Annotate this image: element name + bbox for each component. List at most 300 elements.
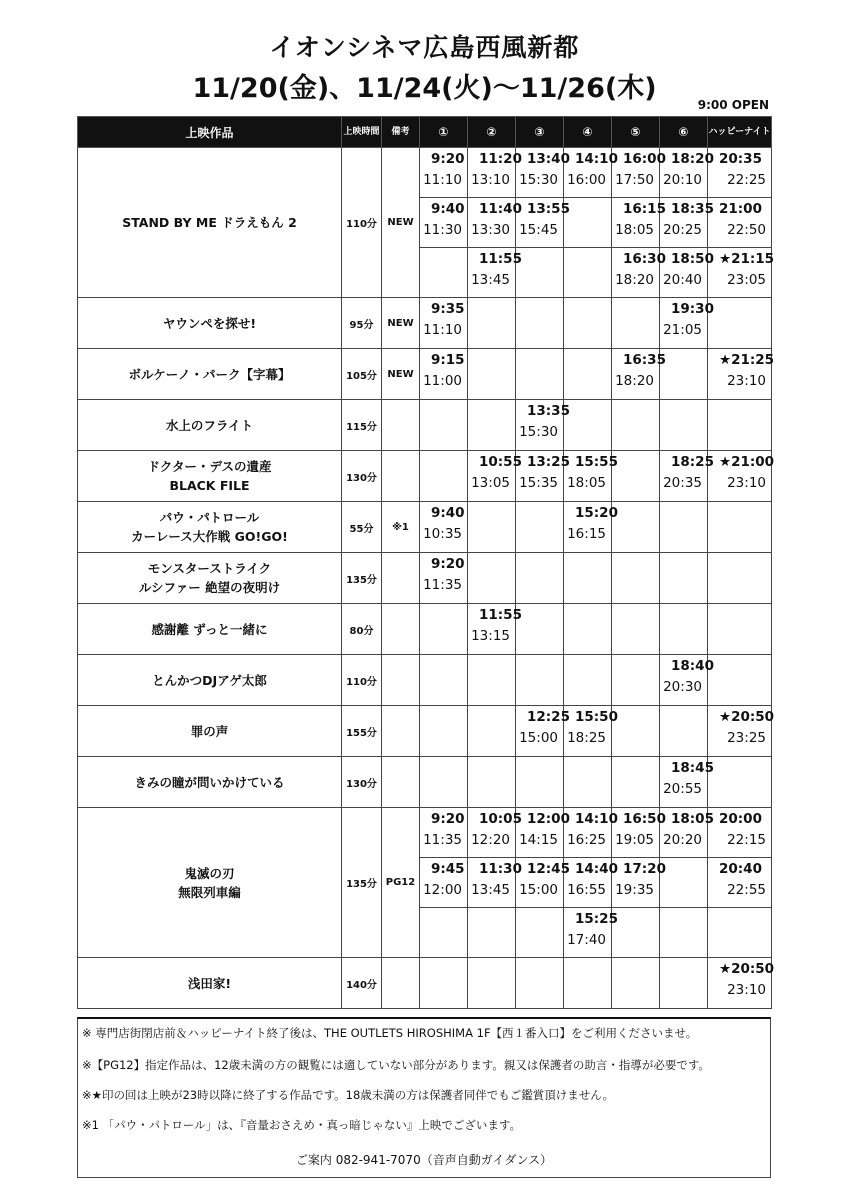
start-time: 17:20 xyxy=(623,861,666,877)
showtime-cell xyxy=(420,604,468,655)
showtime-cell xyxy=(564,400,612,451)
film-title xyxy=(78,808,342,958)
film-length: 135分 xyxy=(342,553,382,604)
showtime-cell xyxy=(516,655,564,706)
film-title xyxy=(78,400,342,451)
note-star: ※★印の回は上映が23時以降に終了する作品です。18歳未満の方は保護者同伴でもご鑑賞頂けません。 xyxy=(82,1088,614,1102)
showtime-cell[interactable] xyxy=(564,451,618,502)
showtime-cell xyxy=(420,958,468,1009)
end-time: 13:45 xyxy=(471,882,510,898)
film-note xyxy=(382,553,420,604)
showtime-cell xyxy=(468,908,516,958)
end-time: 11:35 xyxy=(423,577,462,593)
film-title-line: きみの瞳が問いかけている xyxy=(134,774,285,790)
end-time: 19:05 xyxy=(615,832,654,848)
showtime-cell xyxy=(516,248,564,298)
start-time: 18:45 xyxy=(671,760,714,776)
showtime-cell xyxy=(612,604,660,655)
showtime-cell xyxy=(564,198,612,248)
showtime-cell[interactable] xyxy=(420,349,468,400)
schedule-row xyxy=(78,604,772,655)
film-length: 80分 xyxy=(342,604,382,655)
film-note xyxy=(382,958,420,1009)
start-time: 18:50 xyxy=(671,251,714,267)
showtime-cell[interactable] xyxy=(468,808,522,858)
col-slot-1: ① xyxy=(420,117,468,148)
film-length: 110分 xyxy=(342,148,382,298)
end-time: 15:30 xyxy=(519,424,558,440)
film-length: 140分 xyxy=(342,958,382,1009)
film-title-line: 水上のフライト xyxy=(165,417,254,433)
showtime-cell[interactable] xyxy=(612,248,666,298)
start-time: ★20:50 xyxy=(719,709,775,725)
start-time: 10:55 xyxy=(479,454,522,470)
film-note xyxy=(382,706,420,757)
header-row xyxy=(78,117,772,148)
start-time: 16:50 xyxy=(623,811,666,827)
end-time: 23:25 xyxy=(727,730,766,746)
end-time: 13:15 xyxy=(471,628,510,644)
showtime-cell[interactable] xyxy=(612,349,666,400)
showtime-cell xyxy=(612,502,660,553)
start-time: 11:40 xyxy=(479,201,522,217)
start-time: 13:55 xyxy=(527,201,570,217)
film-title xyxy=(78,298,342,349)
start-time: 12:25 xyxy=(527,709,570,725)
showtime-cell[interactable] xyxy=(564,858,618,908)
showtime-cell xyxy=(660,706,708,757)
start-time: 9:20 xyxy=(431,556,465,572)
col-slot-3: ③ xyxy=(516,117,564,148)
start-time: 16:35 xyxy=(623,352,666,368)
showtime-cell[interactable] xyxy=(516,148,570,198)
film-note: PG12 xyxy=(382,808,420,958)
end-time: 23:10 xyxy=(727,373,766,389)
start-time: 14:10 xyxy=(575,811,618,827)
start-time: ★21:00 xyxy=(719,454,775,470)
showtime-cell xyxy=(660,908,708,958)
film-title-line: ボルケーノ・パーク【字幕】 xyxy=(128,366,291,382)
end-time: 23:05 xyxy=(727,272,766,288)
showtime-cell[interactable] xyxy=(564,148,618,198)
col-length-label: 上映時間 xyxy=(343,126,380,137)
end-time: 18:25 xyxy=(567,730,606,746)
end-time: 20:20 xyxy=(663,832,702,848)
start-time: 15:20 xyxy=(575,505,618,521)
film-title xyxy=(78,655,342,706)
contact-phone: ご案内 082-941-7070（音声自動ガイダンス） xyxy=(295,1153,553,1167)
film-length: 130分 xyxy=(342,451,382,502)
showtime-cell[interactable] xyxy=(516,451,570,502)
happy-night-showtime[interactable] xyxy=(708,808,772,858)
col-film: 上映作品 xyxy=(78,117,342,148)
showtime-cell[interactable] xyxy=(516,858,570,908)
start-time: 9:20 xyxy=(431,151,465,167)
film-title-line: 感謝離 ずっと一緒に xyxy=(151,621,268,637)
film-title-line: パウ・パトロール xyxy=(159,510,260,525)
end-time: 20:35 xyxy=(663,475,702,491)
start-time: 13:35 xyxy=(527,403,570,419)
end-time: 23:10 xyxy=(727,475,766,491)
start-time: 9:40 xyxy=(431,201,465,217)
film-title-line: ヤウンペを探せ! xyxy=(162,315,257,331)
end-time: 21:05 xyxy=(663,322,702,338)
film-note xyxy=(382,400,420,451)
showtime-cell[interactable] xyxy=(516,198,570,248)
schedule-row xyxy=(78,349,772,400)
happy-night-showtime[interactable] xyxy=(708,451,775,502)
end-time: 12:20 xyxy=(471,832,510,848)
showtime-cell[interactable] xyxy=(660,757,714,808)
showtime-cell[interactable] xyxy=(564,908,618,958)
showtime-cell[interactable] xyxy=(468,148,522,198)
showtime-cell[interactable] xyxy=(660,248,714,298)
showtime-cell xyxy=(468,553,516,604)
showtime-cell xyxy=(516,298,564,349)
film-title xyxy=(78,604,342,655)
start-time: 11:55 xyxy=(479,607,522,623)
showtime-cell xyxy=(468,757,516,808)
showtime-cell xyxy=(612,706,660,757)
schedule-row xyxy=(78,502,772,553)
showtime-cell xyxy=(468,706,516,757)
film-title-line: ルシファー 絶望の夜明け xyxy=(138,580,281,595)
date-range: 11/20(金)、11/24(火)～11/26(木) xyxy=(192,73,657,104)
col-length xyxy=(342,117,382,148)
showtime-cell xyxy=(420,908,468,958)
film-length: 110分 xyxy=(342,655,382,706)
start-time: 9:35 xyxy=(431,301,465,317)
happy-night-showtime xyxy=(708,298,772,349)
film-title-line: ドクター・デスの遺産 xyxy=(147,459,272,474)
film-length: 135分 xyxy=(342,808,382,958)
end-time: 16:25 xyxy=(567,832,606,848)
open-time: 9:00 OPEN xyxy=(697,98,769,112)
end-time: 18:20 xyxy=(615,272,654,288)
start-time: 20:40 xyxy=(719,861,762,877)
start-time: 18:25 xyxy=(671,454,714,470)
end-time: 15:00 xyxy=(519,882,558,898)
film-note xyxy=(382,604,420,655)
film-note xyxy=(382,451,420,502)
showtime-cell xyxy=(564,604,612,655)
film-title-line: カーレース大作戦 GO!GO! xyxy=(131,529,288,544)
film-title xyxy=(78,553,342,604)
start-time: ★21:15 xyxy=(719,251,775,267)
end-time: 20:40 xyxy=(663,272,702,288)
film-note: NEW xyxy=(382,298,420,349)
end-time: 12:00 xyxy=(423,882,462,898)
showtime-cell[interactable] xyxy=(468,451,522,502)
end-time: 16:00 xyxy=(567,172,606,188)
film-length: 55分 xyxy=(342,502,382,553)
showtime-cell[interactable] xyxy=(612,808,666,858)
showtime-cell xyxy=(420,655,468,706)
col-slot-6: ⑥ xyxy=(660,117,708,148)
film-title xyxy=(78,757,342,808)
start-time: 20:35 xyxy=(719,151,762,167)
showtime-cell xyxy=(612,908,660,958)
end-time: 20:10 xyxy=(663,172,702,188)
end-time: 17:40 xyxy=(567,932,606,948)
schedule-row xyxy=(78,298,772,349)
showtime-cell xyxy=(564,553,612,604)
showtime-cell xyxy=(468,655,516,706)
showtime-cell xyxy=(612,400,660,451)
start-time: 18:20 xyxy=(671,151,714,167)
film-title-line: モンスターストライク xyxy=(147,561,272,576)
showtime-cell[interactable] xyxy=(516,808,570,858)
showtime-cell xyxy=(612,451,660,502)
happy-night-showtime xyxy=(708,553,772,604)
showtime-cell xyxy=(420,248,468,298)
end-time: 22:15 xyxy=(727,832,766,848)
start-time: 13:40 xyxy=(527,151,570,167)
film-title xyxy=(78,706,342,757)
film-note: ※1 xyxy=(382,502,420,553)
schedule-row xyxy=(78,655,772,706)
start-time: 9:45 xyxy=(431,861,465,877)
end-time: 11:30 xyxy=(423,222,462,238)
showtime-cell xyxy=(660,349,708,400)
showtime-cell[interactable] xyxy=(660,808,714,858)
happy-night-showtime xyxy=(708,502,772,553)
start-time: 10:05 xyxy=(479,811,522,827)
showtime-cell[interactable] xyxy=(468,248,522,298)
happy-night-showtime[interactable] xyxy=(708,349,775,400)
film-title-line: STAND BY ME ドラえもん 2 xyxy=(122,215,297,230)
end-time: 16:15 xyxy=(567,526,606,542)
end-time: 22:25 xyxy=(727,172,766,188)
schedule-row xyxy=(78,757,772,808)
start-time: 21:00 xyxy=(719,201,762,217)
showtime-cell xyxy=(516,502,564,553)
film-note xyxy=(382,655,420,706)
col-happy-night xyxy=(708,117,772,148)
showtime-cell xyxy=(420,400,468,451)
start-time: 11:20 xyxy=(479,151,522,167)
showtime-cell[interactable] xyxy=(612,858,666,908)
showtime-cell[interactable] xyxy=(468,604,522,655)
end-time: 11:35 xyxy=(423,832,462,848)
film-title-line: 浅田家! xyxy=(187,975,232,991)
start-time: 16:00 xyxy=(623,151,666,167)
col-slot-4: ④ xyxy=(564,117,612,148)
schedule-row xyxy=(78,451,772,502)
showtime-cell xyxy=(564,757,612,808)
showtime-cell xyxy=(468,400,516,451)
film-title-line: 鬼滅の刃 xyxy=(184,865,235,881)
showtime-cell[interactable] xyxy=(420,502,468,553)
film-title xyxy=(78,502,342,553)
film-title-line: 罪の声 xyxy=(190,723,229,739)
showtime-cell xyxy=(612,298,660,349)
happy-night-showtime xyxy=(708,908,772,958)
start-time: 13:25 xyxy=(527,454,570,470)
end-time: 14:15 xyxy=(519,832,558,848)
start-time: 18:35 xyxy=(671,201,714,217)
happy-night-showtime xyxy=(708,757,772,808)
note-paw-patrol: ※1 「パウ・パトロール」は、『音量おさえめ・真っ暗じゃない』上映でございます。 xyxy=(82,1118,521,1132)
end-time: 20:55 xyxy=(663,781,702,797)
film-title xyxy=(78,349,342,400)
film-length: 95分 xyxy=(342,298,382,349)
showtime-cell xyxy=(468,349,516,400)
film-title-line: 無限列車編 xyxy=(178,884,241,900)
start-time: 18:40 xyxy=(671,658,714,674)
film-note: NEW xyxy=(382,148,420,298)
happy-night-showtime[interactable] xyxy=(708,958,775,1009)
end-time: 11:10 xyxy=(423,172,462,188)
happy-night-showtime[interactable] xyxy=(708,198,772,248)
schedule-row xyxy=(78,808,772,858)
start-time: ★20:50 xyxy=(719,961,775,977)
showtime-cell xyxy=(660,553,708,604)
film-title xyxy=(78,958,342,1009)
start-time: 19:30 xyxy=(671,301,714,317)
happy-night-showtime xyxy=(708,604,772,655)
happy-night-showtime[interactable] xyxy=(708,858,772,908)
showtime-cell[interactable] xyxy=(612,198,666,248)
start-time: 20:00 xyxy=(719,811,762,827)
showtime-cell xyxy=(660,502,708,553)
end-time: 23:10 xyxy=(727,982,766,998)
film-length: 155分 xyxy=(342,706,382,757)
happy-night-showtime[interactable] xyxy=(708,248,775,298)
end-time: 22:50 xyxy=(727,222,766,238)
end-time: 15:45 xyxy=(519,222,558,238)
start-time: 18:05 xyxy=(671,811,714,827)
showtime-cell[interactable] xyxy=(420,553,468,604)
showtime-cell xyxy=(468,958,516,1009)
start-time: 9:40 xyxy=(431,505,465,521)
film-title-line: BLACK FILE xyxy=(169,478,250,493)
film-title xyxy=(78,148,342,298)
showtime-cell[interactable] xyxy=(612,148,666,198)
showtime-cell xyxy=(660,858,708,908)
showtime-cell[interactable] xyxy=(516,706,570,757)
showtime-cell[interactable] xyxy=(420,808,468,858)
start-time: 15:25 xyxy=(575,911,618,927)
showtime-cell xyxy=(468,298,516,349)
end-time: 20:25 xyxy=(663,222,702,238)
note-outlets: ※ 専門店街閉店前＆ハッピーナイト終了後は、THE OUTLETS HIROSHIMA 1F【西１番入口】をご利用くださいませ。 xyxy=(82,1026,698,1040)
film-length: 130分 xyxy=(342,757,382,808)
end-time: 11:10 xyxy=(423,322,462,338)
schedule-row xyxy=(78,400,772,451)
showtime-cell[interactable] xyxy=(564,502,618,553)
end-time: 13:05 xyxy=(471,475,510,491)
showtime-cell[interactable] xyxy=(420,858,468,908)
happy-night-showtime xyxy=(708,400,772,451)
end-time: 11:00 xyxy=(423,373,462,389)
showtime-cell[interactable] xyxy=(420,148,468,198)
showtime-cell[interactable] xyxy=(420,198,468,248)
showtime-cell[interactable] xyxy=(564,808,618,858)
showtime-cell xyxy=(612,553,660,604)
showtime-cell xyxy=(420,451,468,502)
showtime-cell[interactable] xyxy=(660,655,714,706)
showtime-cell xyxy=(564,248,612,298)
showtime-cell xyxy=(660,400,708,451)
col-slot-2: ② xyxy=(468,117,516,148)
start-time: 9:15 xyxy=(431,352,465,368)
showtime-cell xyxy=(516,604,564,655)
note-pg12: ※【PG12】指定作品は、12歳未満の方の観覧には適していない部分があります。親又は保護者の助言・指導が必要です。 xyxy=(82,1058,710,1072)
cinema-title: イオンシネマ広島西風新都 xyxy=(269,33,580,62)
showtime-cell xyxy=(516,908,564,958)
showtime-cell xyxy=(468,502,516,553)
schedule-row xyxy=(78,706,772,757)
happy-night-showtime xyxy=(708,655,772,706)
showtime-cell[interactable] xyxy=(564,706,618,757)
end-time: 13:30 xyxy=(471,222,510,238)
showtime-cell xyxy=(516,958,564,1009)
start-time: 9:20 xyxy=(431,811,465,827)
schedule-row xyxy=(78,148,772,198)
showtime-cell xyxy=(612,958,660,1009)
start-time: 15:55 xyxy=(575,454,618,470)
showtime-cell xyxy=(660,958,708,1009)
showtime-cell xyxy=(564,349,612,400)
showtime-cell[interactable] xyxy=(660,451,714,502)
col-note-label: 備考 xyxy=(391,126,410,137)
schedule-row xyxy=(78,958,772,1009)
start-time: 11:30 xyxy=(479,861,522,877)
start-time: 16:15 xyxy=(623,201,666,217)
end-time: 13:10 xyxy=(471,172,510,188)
showtime-cell[interactable] xyxy=(660,298,714,349)
end-time: 18:05 xyxy=(615,222,654,238)
film-note: NEW xyxy=(382,349,420,400)
film-title-line: とんかつDJアゲ太郎 xyxy=(152,672,267,688)
start-time: 12:45 xyxy=(527,861,570,877)
end-time: 15:30 xyxy=(519,172,558,188)
happy-night-showtime[interactable] xyxy=(708,148,772,198)
start-time: 15:50 xyxy=(575,709,618,725)
start-time: 12:00 xyxy=(527,811,570,827)
showtime-cell[interactable] xyxy=(468,198,522,248)
film-note xyxy=(382,757,420,808)
end-time: 19:35 xyxy=(615,882,654,898)
showtime-cell[interactable] xyxy=(660,148,714,198)
showtime-cell xyxy=(612,757,660,808)
showtime-cell xyxy=(564,655,612,706)
happy-night-showtime[interactable] xyxy=(708,706,775,757)
showtime-cell xyxy=(420,757,468,808)
film-length: 105分 xyxy=(342,349,382,400)
notes-box xyxy=(77,1017,771,1178)
col-slot-5: ⑤ xyxy=(612,117,660,148)
end-time: 22:55 xyxy=(727,882,766,898)
schedule-row xyxy=(78,553,772,604)
showtime-cell xyxy=(612,655,660,706)
showtime-cell[interactable] xyxy=(468,858,522,908)
schedule-body xyxy=(78,148,775,1009)
showtime-cell[interactable] xyxy=(660,198,714,248)
showtime-cell[interactable] xyxy=(516,400,570,451)
film-length: 115分 xyxy=(342,400,382,451)
showtime-cell xyxy=(516,553,564,604)
showtime-cell[interactable] xyxy=(420,298,468,349)
showtime-cell xyxy=(420,706,468,757)
end-time: 10:35 xyxy=(423,526,462,542)
end-time: 16:55 xyxy=(567,882,606,898)
showtime-cell xyxy=(516,349,564,400)
start-time: 14:40 xyxy=(575,861,618,877)
start-time: 14:10 xyxy=(575,151,618,167)
end-time: 18:20 xyxy=(615,373,654,389)
